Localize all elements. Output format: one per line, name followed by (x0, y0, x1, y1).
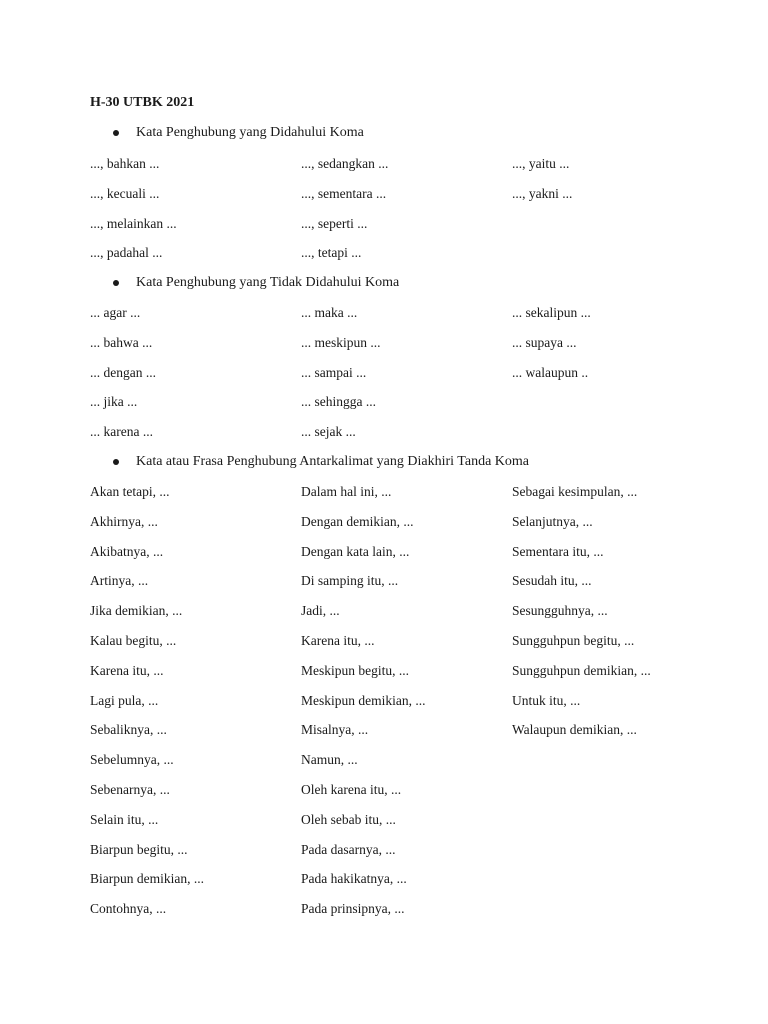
bullet-icon (113, 280, 119, 286)
grid-cell: Sungguhpun demikian, ... (512, 662, 651, 678)
grid-cell: Biarpun demikian, ... (90, 871, 204, 887)
grid-row (90, 215, 710, 245)
grid-row (90, 423, 710, 453)
grid-row (90, 721, 710, 751)
grid-row (90, 185, 710, 215)
grid-cell: Sebaliknya, ... (90, 722, 167, 738)
grid-row (90, 393, 710, 423)
grid-row (90, 841, 710, 871)
grid-cell: ..., melainkan ... (90, 215, 177, 231)
grid-row (90, 572, 710, 602)
grid-cell: ... karena ... (90, 424, 153, 440)
section-heading-text: Kata atau Frasa Penghubung Antarkalimat yang Diakhiri Tanda Koma (136, 454, 529, 469)
grid-row (90, 155, 710, 185)
word-grid-1 (90, 155, 710, 274)
grid-cell: ..., sementara ... (301, 185, 387, 201)
grid-cell: Akan tetapi, ... (90, 484, 170, 499)
grid-cell: ... maka ... (301, 305, 358, 320)
grid-cell: ..., sedangkan ... (301, 156, 389, 171)
grid-cell: Oleh sebab itu, ... (301, 811, 396, 827)
grid-cell: Selanjutnya, ... (512, 513, 593, 529)
grid-cell: Sesungguhnya, ... (512, 603, 608, 619)
grid-cell: Jadi, ... (301, 603, 340, 619)
grid-cell: ..., kecuali ... (90, 185, 160, 201)
grid-row (90, 602, 710, 632)
grid-cell: ... sejak ... (301, 424, 356, 440)
grid-cell: Sebagai kesimpulan, ... (512, 484, 638, 499)
grid-cell: Meskipun demikian, ... (301, 692, 426, 708)
grid-row (90, 244, 710, 274)
grid-cell: Lagi pula, ... (90, 692, 159, 708)
grid-cell: Sungguhpun begitu, ... (512, 632, 635, 648)
grid-row (90, 304, 710, 334)
grid-row (90, 900, 710, 930)
grid-cell: Pada hakikatnya, ... (301, 871, 407, 887)
grid-cell: Pada prinsipnya, ... (301, 901, 405, 917)
grid-cell: Contohnya, ... (90, 901, 167, 917)
grid-cell: ... bahwa ... (90, 334, 153, 350)
grid-row (90, 632, 710, 662)
grid-row (90, 543, 710, 573)
document-title: H-30 UTBK 2021 (90, 95, 195, 110)
word-grid-3 (90, 483, 710, 930)
section-heading-text: Kata Penghubung yang Didahului Koma (136, 125, 364, 140)
grid-cell: Misalnya, ... (301, 722, 369, 738)
grid-cell: ... sekalipun ... (512, 305, 591, 320)
grid-row (90, 870, 710, 900)
grid-cell: Dengan demikian, ... (301, 513, 414, 529)
grid-cell: Sesudah itu, ... (512, 573, 592, 589)
grid-cell: Di samping itu, ... (301, 573, 399, 589)
grid-cell: ... jika ... (90, 394, 138, 410)
grid-cell: Pada dasarnya, ... (301, 841, 396, 857)
grid-cell: Selain itu, ... (90, 811, 159, 827)
grid-cell: ..., tetapi ... (301, 245, 362, 261)
grid-cell: Dengan kata lain, ... (301, 543, 410, 559)
grid-cell: Namun, ... (301, 752, 358, 768)
grid-cell: Akibatnya, ... (90, 543, 164, 559)
grid-cell: Dalam hal ini, ... (301, 484, 392, 499)
grid-row (90, 483, 710, 513)
grid-cell: Oleh karena itu, ... (301, 781, 402, 797)
grid-cell: Akhirnya, ... (90, 513, 158, 529)
grid-cell: ... sampai ... (301, 364, 367, 380)
grid-row (90, 662, 710, 692)
grid-cell: ..., yakni ... (512, 185, 573, 201)
grid-row (90, 334, 710, 364)
grid-cell: Sebenarnya, ... (90, 781, 170, 797)
grid-row (90, 692, 710, 722)
grid-cell: Kalau begitu, ... (90, 632, 177, 648)
grid-cell: ... walaupun .. (512, 364, 589, 380)
grid-cell: Artinya, ... (90, 573, 149, 589)
grid-row (90, 364, 710, 394)
grid-cell: ..., seperti ... (301, 215, 368, 231)
grid-row (90, 781, 710, 811)
grid-cell: Jika demikian, ... (90, 603, 183, 619)
grid-cell: ... dengan ... (90, 364, 156, 380)
grid-cell: ..., yaitu ... (512, 156, 570, 171)
grid-cell: ... agar ... (90, 305, 141, 320)
grid-row (90, 751, 710, 781)
grid-cell: Biarpun begitu, ... (90, 841, 188, 857)
grid-cell: Untuk itu, ... (512, 692, 581, 708)
bullet-icon (113, 459, 119, 465)
grid-cell: ... sehingga ... (301, 394, 376, 410)
grid-cell: ..., padahal ... (90, 245, 163, 261)
section-heading-text: Kata Penghubung yang Tidak Didahului Koma (136, 275, 400, 290)
grid-cell: Sementara itu, ... (512, 543, 604, 559)
grid-cell: ... meskipun ... (301, 334, 381, 350)
grid-cell: Karena itu, ... (90, 662, 164, 678)
grid-cell: ..., bahkan ... (90, 156, 160, 171)
grid-cell: Meskipun begitu, ... (301, 662, 409, 678)
word-grid-2 (90, 304, 710, 453)
grid-cell: Sebelumnya, ... (90, 752, 174, 768)
grid-cell: Walaupun demikian, ... (512, 722, 637, 738)
grid-cell: Karena itu, ... (301, 632, 375, 648)
grid-row (90, 811, 710, 841)
grid-row (90, 513, 710, 543)
grid-cell: ... supaya ... (512, 334, 577, 350)
bullet-icon (113, 130, 119, 136)
